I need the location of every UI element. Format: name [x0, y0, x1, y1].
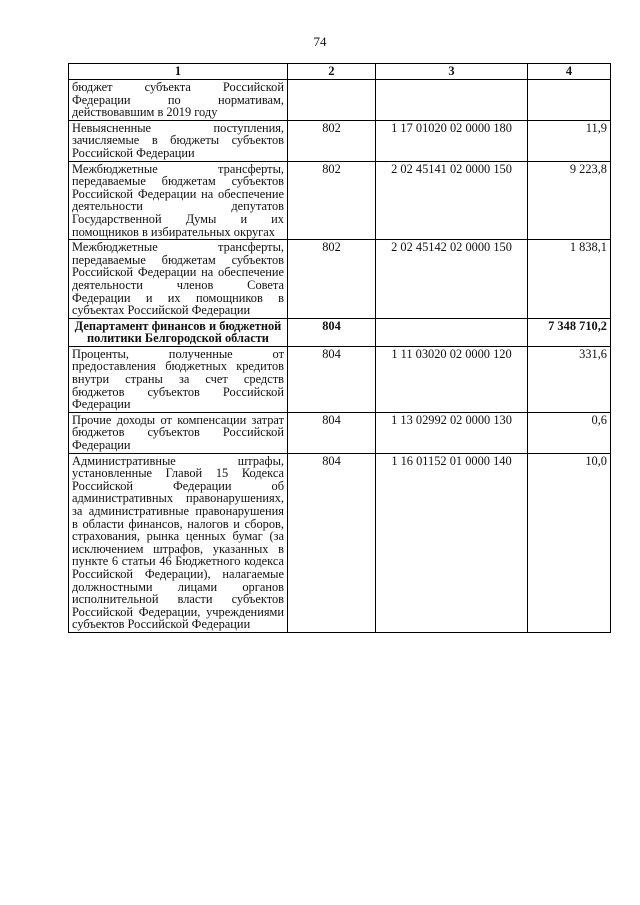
row-kbk-code: 1 16 01152 01 0000 140: [376, 453, 528, 632]
row-amount: 331,6: [528, 346, 611, 412]
department-name: Департамент финансов и бюджетной политики Белгородской области: [69, 318, 288, 346]
column-header-amount: 4: [528, 64, 611, 80]
row-admin-code: 802: [288, 120, 376, 161]
row-kbk-code: [376, 80, 528, 121]
row-admin-code: 804: [288, 453, 376, 632]
row-description: Межбюджетные трансферты, передаваемые бюджетам субъектов Российской Федерации на обеспечение деятельности депутатов Государственной Думы и их помощников в избирательных округах: [69, 161, 288, 240]
table-row: [69, 80, 611, 121]
table-row: [69, 240, 611, 319]
table-header-row: [69, 64, 611, 80]
row-amount: 10,0: [528, 453, 611, 632]
department-row: [69, 318, 611, 346]
column-header-code: 2: [288, 64, 376, 80]
row-admin-code: 804: [288, 346, 376, 412]
row-kbk-code: 2 02 45142 02 0000 150: [376, 240, 528, 319]
row-description: Административные штрафы, установленные Главой 15 Кодекса Российской Федерации об административных правонарушениях, за административные правонарушения в области финансов, налогов и сборов, страхования, рынка ценных бумаг (за исключением штрафов, указанных в пункте 6 статьи 46 Бюджетного кодекса Российской Федерации), налагаемые должностными лицами органов исполнительной власти субъектов Российской Федерации, учреждениями субъектов Российской Федерации: [69, 453, 288, 632]
row-amount: 1 838,1: [528, 240, 611, 319]
row-kbk-code: 2 02 45141 02 0000 150: [376, 161, 528, 240]
table-row: [69, 346, 611, 412]
row-admin-code: 802: [288, 161, 376, 240]
row-description: бюджет субъекта Российской Федерации по нормативам, действовавшим в 2019 году: [69, 80, 288, 121]
revenue-table: [68, 63, 611, 633]
department-code: 804: [288, 318, 376, 346]
row-amount: [528, 80, 611, 121]
table-row: [69, 453, 611, 632]
row-description: Прочие доходы от компенсации затрат бюджетов субъектов Российской Федерации: [69, 412, 288, 453]
row-amount: 11,9: [528, 120, 611, 161]
row-admin-code: 802: [288, 240, 376, 319]
table-row: [69, 161, 611, 240]
row-admin-code: 804: [288, 412, 376, 453]
row-description: Проценты, полученные от предоставления бюджетных кредитов внутри страны за счет средств бюджетов субъектов Российской Федерации: [69, 346, 288, 412]
row-amount: 0,6: [528, 412, 611, 453]
column-header-kbk: 3: [376, 64, 528, 80]
page-number: 74: [313, 34, 327, 49]
row-amount: 9 223,8: [528, 161, 611, 240]
department-total-amount: 7 348 710,2: [528, 318, 611, 346]
row-kbk-code: 1 17 01020 02 0000 180: [376, 120, 528, 161]
row-description: Невыясненные поступления, зачисляемые в бюджеты субъектов Российской Федерации: [69, 120, 288, 161]
table-row: [69, 412, 611, 453]
row-kbk-code: 1 13 02992 02 0000 130: [376, 412, 528, 453]
row-admin-code: [288, 80, 376, 121]
table-row: [69, 120, 611, 161]
department-kbk-code: [376, 318, 528, 346]
row-kbk-code: 1 11 03020 02 0000 120: [376, 346, 528, 412]
column-header-description: 1: [69, 64, 288, 80]
row-description: Межбюджетные трансферты, передаваемые бюджетам субъектов Российской Федерации на обеспечение деятельности членов Совета Федерации и их помощников в субъектах Российской Федерации: [69, 240, 288, 319]
